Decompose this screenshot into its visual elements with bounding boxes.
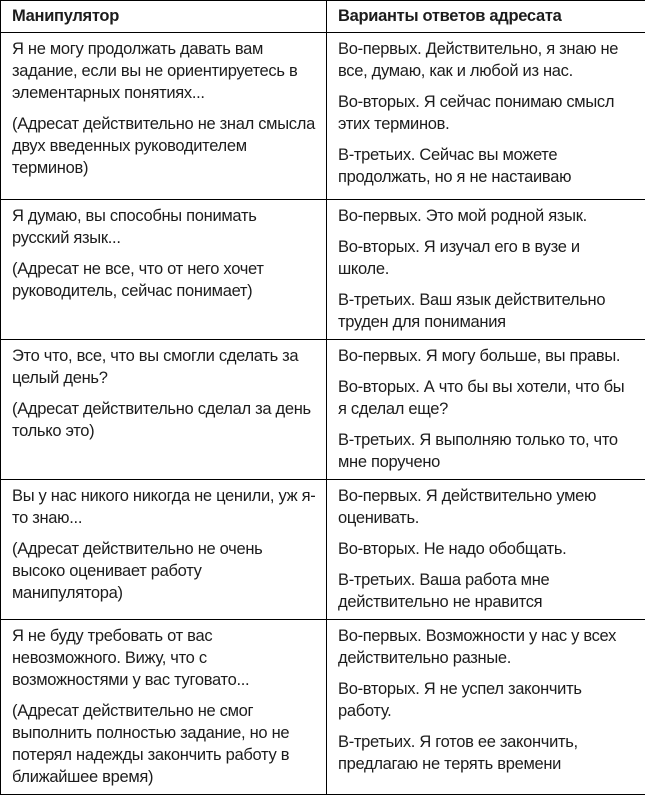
responses-cell — [327, 480, 645, 620]
response-first: Во-первых. Возможности у нас у всех действительно разные. — [338, 625, 635, 669]
manipulator-context: (Адресат действительно не знал смысла двух введенных руководителем терминов) — [12, 113, 316, 179]
manipulator-statement: Это что, все, что вы смогли сделать за целый день? — [12, 345, 316, 389]
manipulator-context: (Адресат действительно сделал за день только это) — [12, 398, 316, 442]
response-second: Во-вторых. Я не успел закончить работу. — [338, 678, 635, 722]
manipulator-cell — [1, 620, 327, 795]
response-third: В-третьих. Сейчас вы можете продолжать, но я не настаиваю — [338, 144, 635, 188]
response-second: Во-вторых. Я изучал его в вузе и школе. — [338, 236, 635, 280]
manipulator-cell — [1, 200, 327, 340]
table-row — [1, 33, 645, 200]
manipulator-cell — [1, 340, 327, 480]
manipulator-context: (Адресат действительно не смог выполнить полностью задание, но не потерял надежды закончить работу в ближайшее время) — [12, 700, 316, 788]
response-second: Во-вторых. Я сейчас понимаю смысл этих терминов. — [338, 91, 635, 135]
response-second: Во-вторых. А что бы вы хотели, что бы я сделал еще? — [338, 376, 635, 420]
column-header-responses: Варианты ответов адресата — [327, 1, 645, 33]
response-first: Во-первых. Это мой родной язык. — [338, 205, 635, 227]
response-first: Во-первых. Я могу больше, вы правы. — [338, 345, 635, 367]
manipulator-statement: Я не буду требовать от вас невозможного. Вижу, что с возможностями у вас туговато... — [12, 625, 316, 691]
manipulator-context: (Адресат действительно не очень высоко оценивает работу манипулятора) — [12, 538, 316, 604]
table-row — [1, 340, 645, 480]
responses-cell — [327, 620, 645, 795]
responses-cell — [327, 340, 645, 480]
manipulator-statement: Вы у нас никого никогда не ценили, уж я-то знаю... — [12, 485, 316, 529]
column-header-manipulator: Манипулятор — [1, 1, 327, 33]
response-third: В-третьих. Я готов ее закончить, предлагаю не терять времени — [338, 731, 635, 775]
response-third: В-третьих. Я выполняю только то, что мне поручено — [338, 429, 635, 473]
response-second: Во-вторых. Не надо обобщать. — [338, 538, 635, 560]
table-row — [1, 200, 645, 340]
response-third: В-третьих. Ваша работа мне действительно не нравится — [338, 569, 635, 613]
manipulator-cell — [1, 33, 327, 200]
response-first: Во-первых. Я действительно умею оценивать. — [338, 485, 635, 529]
responses-cell — [327, 33, 645, 200]
table-row — [1, 620, 645, 795]
manipulator-statement: Я думаю, вы способны понимать русский язык... — [12, 205, 316, 249]
manipulator-statement: Я не могу продолжать давать вам задание, если вы не ориентируетесь в элементарных понятиях... — [12, 38, 316, 104]
responses-cell — [327, 200, 645, 340]
manipulator-cell — [1, 480, 327, 620]
response-first: Во-первых. Действительно, я знаю не все, думаю, как и любой из нас. — [338, 38, 635, 82]
table-row — [1, 480, 645, 620]
table-header-row — [1, 1, 645, 33]
manipulator-context: (Адресат не все, что от него хочет руководитель, сейчас понимает) — [12, 258, 316, 302]
response-third: В-третьих. Ваш язык действительно труден для понимания — [338, 289, 635, 333]
